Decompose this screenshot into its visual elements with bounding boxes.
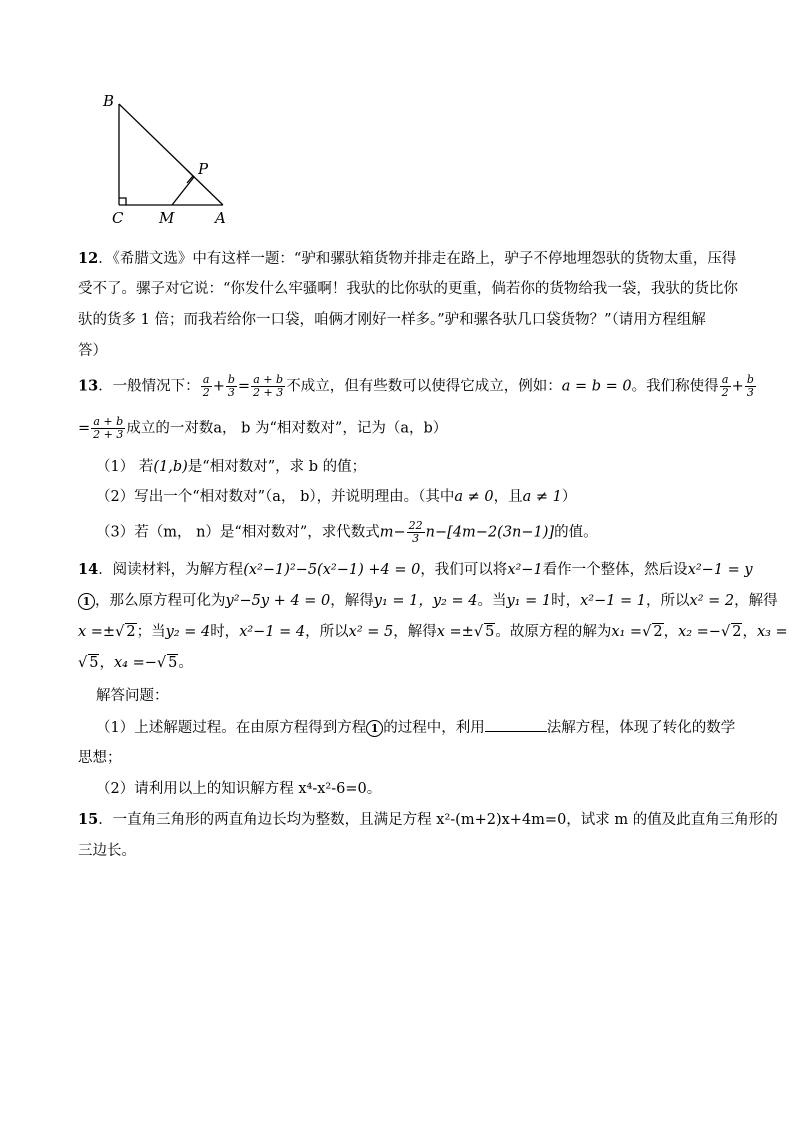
q14-line4: √ 5，x₄ =−√ 5。 [78, 655, 193, 671]
triangle-lines [119, 104, 223, 205]
q15-line2: 三边长。 [78, 843, 136, 859]
q13-part2: （2）写出一个“相对数对”（a， b），并说明理由。（其中a ≠ 0，且a ≠ 1） [96, 489, 577, 505]
q14-line2: 1 ，那么原方程可化为y²−5y + 4 = 0，解得y₁ = 1，y₂ = 4。当y₁ = 1时，x²−1 = 1，所以x² = 2，解得 [78, 591, 778, 611]
q14-part1-cont: 思想； [78, 750, 122, 766]
q12-line3: 驮的货多 1 倍；而我若给你一口袋，咱俩才刚好一样多。”驴和骡各驮几口袋货物？”（请用方程组解 [78, 312, 706, 328]
frac-a-2: $\frac{a}{2}$ [202, 373, 210, 399]
label-b: B [103, 92, 115, 110]
q12-line2: 受不了。骡子对它说：“你发什么牢骚啊！我驮的比你驮的更重，倘若你的货物给我一袋，我驮的货比你 [78, 281, 738, 297]
circled-number-1: 1 [78, 593, 95, 610]
q12-line4: 答） [78, 343, 107, 359]
label-c: C [112, 209, 124, 227]
q12-line1: 12．《希腊文选》中有这样一题：“驴和骡驮箱货物并排走在路上，驴子不停地埋怨驮的货物太重，压得 [78, 250, 737, 267]
q13-line2: = $\frac{a + b}{2 + 3}$ 成立的一对数a， b 为“相对数对”，记为（a，b） [78, 415, 448, 441]
q14-part1: （1）上述解题过程。在由原方程得到方程 1 的过程中，利用 法解方程，体现了转化的数学 [96, 717, 735, 738]
q13-part1: （1） 若(1,b)是“相对数对”，求 b 的值； [96, 459, 367, 475]
q13-line1: 13．一般情况下： $\frac{a}{2}$ + $\frac{b}{3}$ = $\frac{a + b}{2 + 3}$ 不成立，但有些数可以使得它成立，例如：a = b = 0。我们称使得 $\frac{a}{2}$ + $\frac{b}{3}$ [78, 373, 754, 399]
q14-answer-title: 解答问题： [96, 688, 169, 704]
q15-line1: 15．一直角三角形的两直角边长均为整数，且满足方程 x²-(m+2)x+4m=0，试求 m 的值及此直角三角形的 [78, 811, 778, 828]
triangle-figure [95, 88, 245, 233]
q14-line1: 14．阅读材料，为解方程(x²−1)²−5(x²−1) +4 = 0，我们可以将x²−1看作一个整体，然后设x²−1 = y [78, 561, 753, 578]
q14-part2: （2）请利用以上的知识解方程 x⁴-x²-6=0。 [96, 781, 382, 797]
label-a: A [215, 209, 226, 227]
answer-blank[interactable] [485, 717, 547, 732]
label-p: P [198, 160, 209, 178]
circled-number-1: 1 [366, 720, 383, 737]
label-m: M [159, 209, 175, 227]
q14-line3: x =±√ 2；当y₂ = 4时，x²−1 = 4，所以x² = 5，解得x =±√ 5。故原方程的解为x₁ =√ 2，x₂ =−√ 2，x₃ = [78, 624, 788, 640]
q13-part3: （3）若（m， n）是“相对数对”，求代数式m− $\frac{22}{3}$ n−[4m−2(3n−1)]的值。 [96, 519, 598, 545]
